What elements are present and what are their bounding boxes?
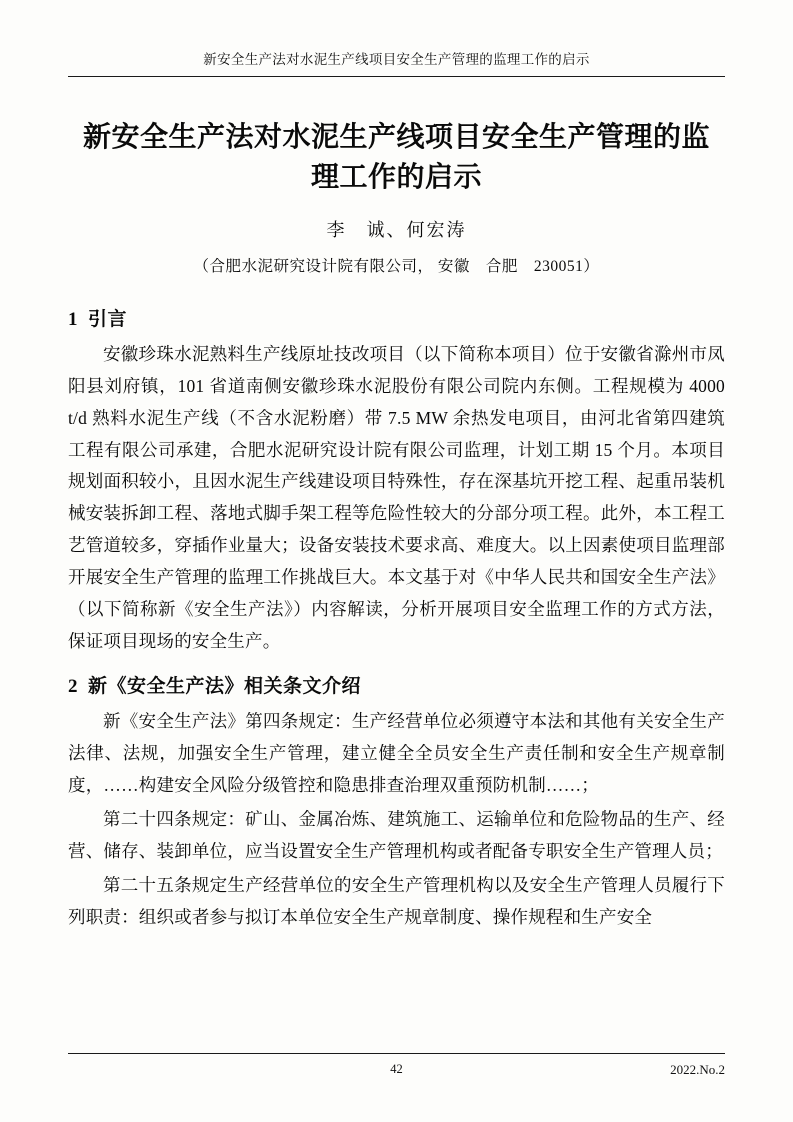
affiliation: （合肥水泥研究设计院有限公司， 安徽 合肥 230051） (193, 257, 600, 275)
paragraph: 第二十四条规定：矿山、金属冶炼、建筑施工、运输单位和危险物品的生产、经营、储存、装卸单位，应当设置安全生产管理机构或者配备专职安全生产管理人员； (68, 808, 725, 861)
authors: 李 诚、何宏涛 (326, 219, 467, 240)
running-header: 新安全生产法对水泥生产线项目安全生产管理的监理工作的启示 (203, 52, 590, 67)
section-number-1: 1 (68, 309, 78, 330)
page-title: 新安全生产法对水泥生产线项目安全生产管理的监理工作的启示 (82, 122, 710, 193)
paragraph: 第二十五条规定生产经营单位的安全生产管理机构以及安全生产管理人员履行下列职责：组织或者参与拟订本单位安全生产规章制度、操作规程和生产安全 (68, 874, 725, 927)
section-heading-2 (68, 671, 725, 698)
document-body (68, 290, 725, 935)
section-number-2: 2 (68, 676, 78, 698)
issue-label: 2022.No.2 (670, 1062, 725, 1077)
footer-divider (68, 1053, 725, 1054)
page-content-area (68, 0, 725, 1122)
paragraph: 新《安全生产法》第四条规定：生产经营单位必须遵守本法和其他有关安全生产法律、法规，加强安全生产管理，建立健全全员安全生产责任制和安全生产规章制度，……构建安全风险分级管控和隐患排查治理双重预防机制……； (68, 711, 725, 796)
section-title-1: 引言 (88, 309, 128, 330)
section-title-2: 新《安全生产法》相关条文介绍 (88, 676, 362, 698)
title-block (68, 118, 725, 276)
paragraph: 安徽珍珠水泥熟料生产线原址技改项目（以下简称本项目）位于安徽省滁州市凤阳县刘府镇，101 省道南侧安徽珍珠水泥股份有限公司院内东侧。工程规模为 4000 t/d 熟料水泥生产线（不含水泥粉磨）带 7.5 MW 余热发电项目，由河北省第四建筑工程有限公司承建，合肥水泥研究设计院有限公司监理，计划工期 15 个月。本项目规划面积较小，且因水泥生产线建设项目特殊性，存在深基坑开挖工程、起重吊装机械安装拆卸工程、落地式脚手架工程等危险性较大的分部分项工程。此外，本工程工艺管道较多，穿插作业量大；设备安装技术要求高、难度大。以上因素使项目监理部开展安全生产管理的监理工作挑战巨大。本文基于对《中华人民共和国安全生产法》（以下简称新《安全生产法》）内容解读，分析开展项目安全监理工作的方式方法，保证项目现场的安全生产。 (68, 344, 725, 651)
section-heading-1 (68, 304, 725, 331)
page-number: 42 (390, 1062, 403, 1076)
header-divider (68, 76, 725, 77)
page-footer (68, 1062, 725, 1082)
